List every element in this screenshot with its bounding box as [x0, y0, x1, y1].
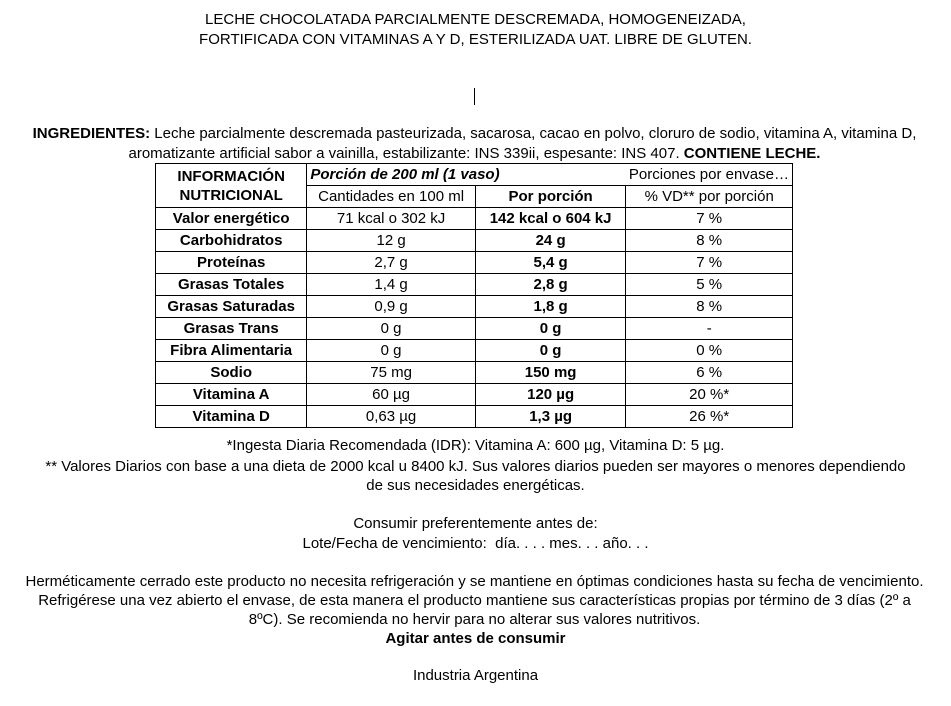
value-portion: 2,8 g	[475, 274, 626, 296]
value-portion: 1,3 µg	[475, 406, 626, 428]
nutrient-name: Vitamina A	[156, 384, 307, 406]
nutrient-name: Vitamina D	[156, 406, 307, 428]
value-100ml: 75 mg	[307, 362, 476, 384]
nutrition-table	[155, 163, 793, 428]
table-row	[156, 230, 793, 252]
table-header-row-1	[156, 164, 793, 186]
value-100ml: 12 g	[307, 230, 476, 252]
table-row	[156, 340, 793, 362]
value-100ml: 71 kcal o 302 kJ	[307, 208, 476, 230]
value-portion: 0 g	[475, 340, 626, 362]
product-title	[0, 10, 951, 50]
value-portion: 142 kcal o 604 kJ	[475, 208, 626, 230]
value-portion: 150 mg	[475, 362, 626, 384]
shake-instruction: Agitar antes de consumir	[385, 630, 566, 647]
value-100ml: 2,7 g	[307, 252, 476, 274]
ingredients-label: INGREDIENTES:	[32, 125, 151, 142]
table-row	[156, 318, 793, 340]
nutrient-name: Carbohidratos	[156, 230, 307, 252]
value-vd: -	[626, 318, 793, 340]
ingredients-paragraph	[22, 124, 927, 164]
daily-values-note: ** Valores Diarios con base a una dieta de 2000 kcal u 8400 kJ. Sus valores diarios pueden ser mayores o menores dependiendo de sus necesidades energéticas.	[45, 458, 906, 494]
nutrient-name: Grasas Trans	[156, 318, 307, 340]
table-row	[156, 208, 793, 230]
table-row	[156, 274, 793, 296]
nutrient-name: Grasas Saturadas	[156, 296, 307, 318]
value-portion: 5,4 g	[475, 252, 626, 274]
idr-note: *Ingesta Diaria Recomendada (IDR): Vitamina A: 600 µg, Vitamina D: 5 µg.	[226, 437, 725, 454]
nutrient-name: Fibra Alimentaria	[156, 340, 307, 362]
value-vd: 26 %*	[626, 406, 793, 428]
value-100ml: 60 µg	[307, 384, 476, 406]
value-100ml: 0,63 µg	[307, 406, 476, 428]
value-100ml: 0 g	[307, 318, 476, 340]
best-before-label: Consumir preferentemente antes de:	[353, 515, 598, 532]
text-cursor	[474, 88, 475, 105]
nutrient-name: Proteínas	[156, 252, 307, 274]
col-header-portion: Por porción	[475, 186, 626, 208]
title-line-2: FORTIFICADA CON VITAMINAS A Y D, ESTERILIZADA UAT. LIBRE DE GLUTEN.	[199, 31, 752, 48]
value-vd: 7 %	[626, 208, 793, 230]
title-line-1: LECHE CHOCOLATADA PARCIALMENTE DESCREMADA, HOMOGENEIZADA,	[205, 11, 746, 28]
nutrient-name: Sodio	[156, 362, 307, 384]
portions-per-pack: Porciones por envase…	[626, 164, 793, 186]
allergen-warning: CONTIENE LECHE.	[683, 145, 821, 162]
value-vd: 8 %	[626, 296, 793, 318]
value-100ml: 1,4 g	[307, 274, 476, 296]
nutrient-name: Valor energético	[156, 208, 307, 230]
table-row	[156, 362, 793, 384]
value-vd: 0 %	[626, 340, 793, 362]
origin-label: Industria Argentina	[412, 667, 539, 684]
table-row	[156, 384, 793, 406]
portion-cell	[307, 164, 626, 186]
table-row	[156, 252, 793, 274]
value-100ml: 0,9 g	[307, 296, 476, 318]
nutrient-name: Grasas Totales	[156, 274, 307, 296]
table-row	[156, 406, 793, 428]
table-header-title: INFORMACIÓN NUTRICIONAL	[156, 164, 307, 208]
value-portion: 120 µg	[475, 384, 626, 406]
nutrition-rows	[156, 208, 793, 428]
value-vd: 7 %	[626, 252, 793, 274]
value-100ml: 0 g	[307, 340, 476, 362]
ingredients-text: Leche parcialmente descremada pasteurizada, sacarosa, cacao en polvo, cloruro de sodio, vitamina A, vitamina D, aromatizante artificial sabor a vainilla, estabilizante: INS 339ii, espesante: INS 407.	[128, 125, 917, 162]
value-portion: 24 g	[475, 230, 626, 252]
value-vd: 20 %*	[626, 384, 793, 406]
value-vd: 8 %	[626, 230, 793, 252]
storage-instructions: Herméticamente cerrado este producto no necesita refrigeración y se mantiene en óptimas condiciones hasta su fecha de vencimiento. Refrigérese una vez abierto el envase, de esta manera el producto mantiene sus características propias por término de 3 días (2º a 8ºC). Se recomienda no hervir para no alterar sus valores nutritivos.	[25, 573, 924, 628]
value-portion: 0 g	[475, 318, 626, 340]
value-vd: 6 %	[626, 362, 793, 384]
value-portion: 1,8 g	[475, 296, 626, 318]
col-header-100ml: Cantidades en 100 ml	[307, 186, 476, 208]
table-row	[156, 296, 793, 318]
value-vd: 5 %	[626, 274, 793, 296]
portion-size: Porción de 200 ml (1 vaso)	[310, 165, 500, 183]
col-header-vd: % VD** por porción	[626, 186, 793, 208]
lot-expiry-line: Lote/Fecha de vencimiento: día. . . . mes. . . año. . .	[302, 535, 649, 552]
